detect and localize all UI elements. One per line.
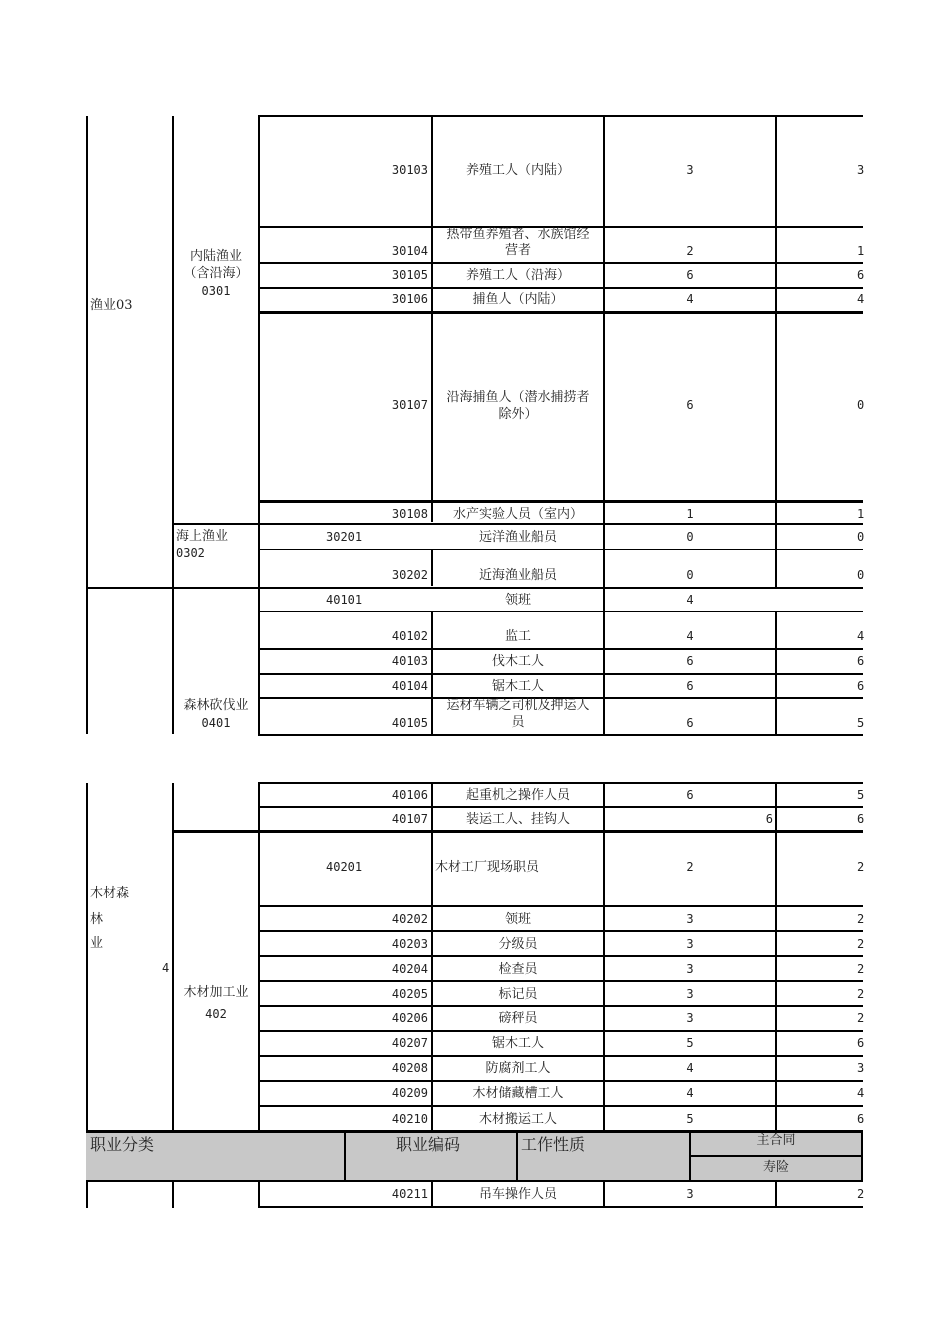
- header-main-contract: 主合同: [756, 1133, 796, 1148]
- header-work-nature: 工作性质: [521, 1135, 586, 1154]
- header-occupation-category: 职业分类: [90, 1135, 155, 1154]
- header-life-insurance: 寿险: [762, 1160, 789, 1175]
- major-category-fishery: 渔业03: [90, 298, 133, 313]
- header-occupation-code: 职业编码: [396, 1135, 461, 1154]
